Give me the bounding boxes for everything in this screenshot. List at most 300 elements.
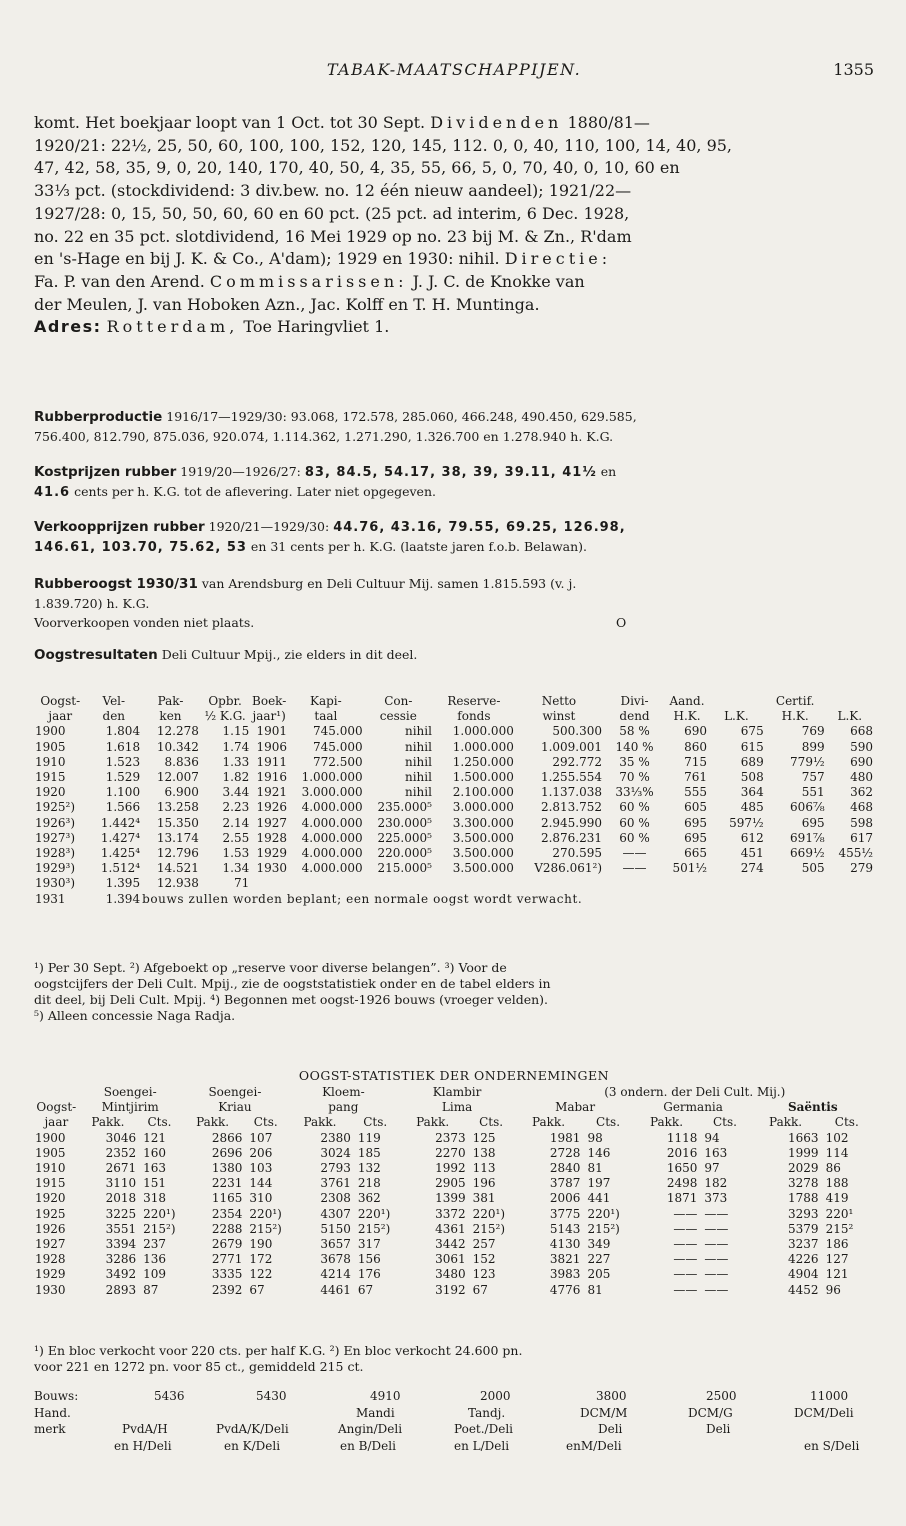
table-cell: 606⅞ bbox=[790, 800, 825, 815]
text-line: 33⅓ pct. (stockdividend: 3 div.bew. no. 12 één nieuw aandeel); 1921/22— bbox=[34, 181, 632, 201]
table-cell: 1930 bbox=[256, 861, 288, 876]
header-cell: Cts. bbox=[834, 1115, 859, 1130]
table-cell: 12.938 bbox=[156, 876, 199, 891]
table-cell: 146 bbox=[587, 1145, 611, 1160]
table-cell: 362 bbox=[357, 1191, 381, 1206]
table-cell: 60 % bbox=[619, 800, 650, 815]
table-cell: 2.55 bbox=[222, 830, 250, 845]
table-row bbox=[34, 800, 874, 815]
table-cell: 3.000.000 bbox=[301, 785, 363, 800]
header-cell: Cts. bbox=[479, 1115, 504, 1130]
header-cell: Pakk. bbox=[769, 1115, 803, 1130]
table-cell: 555 bbox=[684, 785, 708, 800]
table-row bbox=[34, 1267, 874, 1282]
table-cell: —— bbox=[673, 1206, 698, 1221]
table-cell: 4.000.000 bbox=[301, 800, 363, 815]
table-cell: 3657 bbox=[320, 1237, 351, 1252]
table-cell: 3.500.000 bbox=[452, 830, 514, 845]
table-cell: 2679 bbox=[211, 1237, 243, 1252]
table-row bbox=[34, 770, 874, 785]
header-cell bbox=[708, 694, 765, 709]
table-cell: 1900 bbox=[35, 1130, 66, 1145]
table-cell: 114 bbox=[825, 1145, 849, 1160]
table-cell: 8.836 bbox=[164, 754, 199, 769]
table-cell: 1901 bbox=[256, 724, 288, 739]
table-cell: 215²) bbox=[472, 1221, 506, 1236]
table-cell: 138 bbox=[472, 1145, 496, 1160]
table-cell: 33⅓% bbox=[615, 785, 654, 800]
table-row bbox=[34, 831, 874, 846]
table-cell: 58 % bbox=[619, 724, 650, 739]
table-cell: nihil bbox=[404, 785, 432, 800]
table-cell: 215.000⁵ bbox=[377, 861, 432, 876]
table-cell: 3442 bbox=[435, 1237, 466, 1252]
table-cell: 4.000.000 bbox=[301, 846, 363, 861]
table-cell: 3.44 bbox=[222, 785, 250, 800]
table-cell: 144 bbox=[249, 1176, 273, 1191]
table-cell: 12.007 bbox=[156, 770, 199, 785]
rubberproductie-label: Rubberproductie bbox=[34, 409, 163, 425]
table-cell: 215² bbox=[825, 1221, 854, 1236]
table-cell: 2288 bbox=[211, 1221, 243, 1236]
table-cell: 2.945.990 bbox=[540, 815, 603, 830]
table-cell: 237 bbox=[143, 1237, 167, 1252]
table-cell: 3775 bbox=[549, 1206, 581, 1221]
table-cell bbox=[364, 876, 433, 891]
table-cell: nihil bbox=[404, 770, 432, 785]
table-cell: 2.813.752 bbox=[540, 800, 603, 815]
table-cell: 4461 bbox=[320, 1282, 351, 1297]
table-cell: 1927³) bbox=[35, 830, 76, 845]
text-line: Fa. P. van den Arend. Commissarissen: J. J. C. de Knokke van bbox=[34, 271, 585, 291]
table-cell: 441 bbox=[587, 1191, 611, 1206]
table-cell: 220¹) bbox=[357, 1206, 391, 1221]
table-cell: —— bbox=[704, 1206, 729, 1221]
table-cell: 1.804 bbox=[105, 724, 141, 739]
table-cell: 122 bbox=[249, 1267, 273, 1282]
text-line: en 's-Hage en bij J. K. & Co., A'dam); 1929 en 1930: nihil. Directie: bbox=[34, 249, 612, 269]
table-cell: —— bbox=[673, 1237, 698, 1252]
table-row bbox=[34, 1207, 874, 1222]
table-cell: 508 bbox=[740, 770, 764, 785]
table-cell: —— bbox=[704, 1252, 729, 1267]
stat-footnotes: ¹) En bloc verkocht voor 220 cts. per half K.G. ²) En bloc verkocht 24.600 pn. voor 221 en 1272 pn. voor 85 ct., gemiddeld 215 ct. bbox=[34, 1343, 523, 1374]
table-cell: 485 bbox=[740, 800, 764, 815]
table-cell: 1921 bbox=[256, 785, 288, 800]
table-cell: 4361 bbox=[435, 1221, 466, 1236]
table-cell: 1999 bbox=[788, 1145, 819, 1160]
table-cell: 220.000⁵ bbox=[377, 846, 432, 861]
table-cell: 1992 bbox=[435, 1161, 466, 1176]
table-cell bbox=[765, 876, 826, 891]
table-cell: 163 bbox=[704, 1145, 728, 1160]
header-cell: Con- bbox=[384, 694, 413, 708]
table-cell: 4307 bbox=[320, 1206, 351, 1221]
table-cell: 2352 bbox=[105, 1145, 137, 1160]
table-cell: 3061 bbox=[435, 1252, 466, 1267]
table-cell: 1927 bbox=[35, 1237, 66, 1252]
table-cell: 317 bbox=[357, 1237, 381, 1252]
table-cell: 220¹) bbox=[249, 1206, 282, 1221]
table-cell: 1118 bbox=[666, 1130, 698, 1145]
table-cell: 3551 bbox=[105, 1221, 137, 1236]
table-cell bbox=[433, 876, 515, 891]
header-cell: Cts. bbox=[596, 1115, 621, 1130]
table-cell: 3024 bbox=[320, 1145, 351, 1160]
header-cell: L.K. bbox=[837, 709, 863, 724]
results-footnotes: ¹) Per 30 Sept. ²) Afgeboekt op „reserve voor diverse belangen”. ³) Voor de oogstcijfers der Deli Cult. Mpij., zie de oogststatistiek onder en de tabel elders in dit deel, bij Deli Cult. Mpij. ⁴) Begonnen met oogst-1926 bouws (vroeger velden). ⁵) Alleen concessie Naga Radja. bbox=[34, 960, 551, 1023]
verkoopprijzen-section: Verkoopprijzen rubber 1920/21—1929/30: 44.76, 43.16, 79.55, 69.25, 126.98, 146.61, 103.70, 75.62, 53 en 31 cents per h. K.G. (laatste jaren f.o.b. Belawan). bbox=[34, 519, 626, 555]
table-cell: 102 bbox=[825, 1130, 849, 1145]
table-cell: 215²) bbox=[357, 1221, 391, 1236]
table-cell: 2380 bbox=[320, 1130, 351, 1145]
table-cell: —— bbox=[673, 1221, 698, 1236]
text-line: no. 22 en 35 pct. slotdividend, 16 Mei 1929 op no. 23 bij M. & Zn., R'dam bbox=[34, 226, 632, 246]
table-cell: 2373 bbox=[435, 1130, 466, 1145]
oogstresultaten-section: Oogstresultaten Deli Cultuur Mpij., zie elders in dit deel. bbox=[34, 647, 418, 663]
bouws-value: 5430 bbox=[256, 1389, 287, 1403]
table-cell: 745.000 bbox=[313, 724, 363, 739]
table-cell: 1905 bbox=[35, 739, 66, 754]
table-cell: 2029 bbox=[788, 1161, 819, 1176]
table-cell: 3.000.000 bbox=[452, 800, 514, 815]
header-cell: jaar¹) bbox=[252, 709, 286, 724]
table-cell: 1.74 bbox=[222, 739, 250, 754]
table-cell: 3480 bbox=[435, 1267, 466, 1282]
table-cell: 274 bbox=[740, 861, 764, 876]
table-cell: 2671 bbox=[105, 1161, 137, 1176]
table-cell: 1930 bbox=[35, 1282, 66, 1297]
table-cell: 121 bbox=[143, 1130, 167, 1145]
table-cell: 2728 bbox=[549, 1145, 581, 1160]
table-cell: 127 bbox=[825, 1252, 849, 1267]
table-cell: 230.000⁵ bbox=[377, 815, 432, 830]
bouws-label: Bouws: bbox=[34, 1389, 79, 1403]
table-cell bbox=[288, 876, 364, 891]
header-cell: Boek- bbox=[252, 694, 287, 708]
table-cell: 4.000.000 bbox=[301, 815, 363, 830]
table-cell: 1.53 bbox=[222, 846, 250, 861]
table-cell: 318 bbox=[143, 1191, 167, 1206]
table-cell: 1.137.038 bbox=[540, 785, 603, 800]
table-cell bbox=[515, 876, 603, 891]
table-cell: 1900 bbox=[35, 724, 66, 739]
table-cell: 2392 bbox=[211, 1282, 243, 1297]
table-cell: 14.521 bbox=[156, 861, 199, 876]
table-row bbox=[34, 740, 874, 755]
table-cell: 455½ bbox=[838, 846, 873, 861]
table-cell: 2308 bbox=[320, 1191, 351, 1206]
table-cell: 1928³) bbox=[35, 846, 76, 861]
table-cell: 4214 bbox=[320, 1267, 351, 1282]
results-table bbox=[34, 694, 874, 907]
table-cell: 1.000.000 bbox=[301, 770, 363, 785]
table-cell: 4.000.000 bbox=[301, 861, 363, 876]
table-cell: —— bbox=[673, 1252, 698, 1267]
table-row bbox=[34, 1237, 874, 1252]
header-cell: ½ K.G. bbox=[204, 709, 246, 724]
header-cell: jaar bbox=[48, 709, 73, 724]
table-cell: 4130 bbox=[549, 1237, 581, 1252]
table-cell: 227 bbox=[587, 1252, 611, 1267]
table-cell: 270.595 bbox=[552, 846, 603, 861]
table-cell: 1929³) bbox=[35, 861, 76, 876]
kostprijzen-section: Kostprijzen rubber 1919/20—1926/27: 83, 84.5, 54.17, 38, 39, 39.11, 41½ en 41.6 cents per h. K.G. tot de aflevering. Later niet opgegeven. bbox=[34, 464, 617, 500]
table-cell: 1920 bbox=[35, 785, 66, 800]
table-cell: 689 bbox=[740, 754, 764, 769]
kostprijzen-label: Kostprijzen rubber bbox=[34, 464, 177, 480]
table-cell: 1.395 bbox=[105, 876, 141, 891]
table-cell: 3983 bbox=[549, 1267, 581, 1282]
table-cell: 2498 bbox=[666, 1176, 698, 1191]
rubberproductie-section: Rubberproductie 1916/17—1929/30: 93.068, 172.578, 285.060, 466.248, 490.450, 629.585, 756.400, 812.790, 875.036, 920.074, 1.114.362, 1.271.290, 1.326.700 en 1.278.940 h. K.G. bbox=[34, 409, 637, 444]
table-cell: 1930³) bbox=[35, 876, 76, 891]
header-cell: Pakk. bbox=[196, 1115, 230, 1130]
bouws-value: 11000 bbox=[810, 1389, 849, 1403]
table-cell: 779½ bbox=[790, 754, 825, 769]
table-cell: 615 bbox=[740, 739, 764, 754]
table-cell: 3787 bbox=[549, 1176, 581, 1191]
table-cell: 125 bbox=[472, 1130, 496, 1145]
table-cell: 103 bbox=[249, 1161, 273, 1176]
table-cell: 113 bbox=[472, 1161, 496, 1176]
table-cell: 690 bbox=[684, 724, 708, 739]
table-cell: 96 bbox=[825, 1282, 841, 1297]
table-row bbox=[34, 1252, 874, 1267]
table-cell: 152 bbox=[472, 1252, 496, 1267]
results-header-row bbox=[34, 694, 874, 709]
table-cell: 451 bbox=[740, 846, 764, 861]
table-cell: 695 bbox=[801, 815, 825, 830]
table-cell: 1906 bbox=[256, 739, 288, 754]
table-cell: 605 bbox=[684, 800, 708, 815]
table-cell: 551 bbox=[801, 785, 825, 800]
table-cell: 761 bbox=[684, 770, 708, 785]
table-cell: —— bbox=[673, 1267, 698, 1282]
table-cell: 98 bbox=[587, 1130, 603, 1145]
table-cell: 500.300 bbox=[552, 724, 603, 739]
table-cell: 1928 bbox=[256, 830, 288, 845]
table-cell: 4226 bbox=[788, 1252, 819, 1267]
table-cell: —— bbox=[704, 1221, 729, 1236]
table-cell: 3237 bbox=[788, 1237, 819, 1252]
running-header bbox=[34, 60, 874, 84]
table-cell: 132 bbox=[357, 1161, 381, 1176]
header-cell: Pakk. bbox=[91, 1115, 125, 1130]
table-cell: 3.300.000 bbox=[452, 815, 514, 830]
table-cell: 1911 bbox=[256, 754, 288, 769]
table-cell: 220¹) bbox=[587, 1206, 620, 1221]
table-cell: 71 bbox=[233, 876, 250, 891]
table-cell: 1910 bbox=[35, 754, 66, 769]
header-cell: cessie bbox=[379, 709, 417, 724]
table-cell bbox=[708, 876, 765, 891]
table-cell: 1981 bbox=[549, 1130, 581, 1145]
table-cell: 2.100.000 bbox=[452, 785, 514, 800]
table-cell: 1.250.000 bbox=[452, 754, 514, 769]
table-cell: 87 bbox=[143, 1282, 159, 1297]
table-cell: 220¹) bbox=[143, 1206, 176, 1221]
table-cell: 225.000⁵ bbox=[377, 830, 432, 845]
table-cell: 67 bbox=[472, 1282, 488, 1297]
table-cell: 1.100 bbox=[105, 785, 141, 800]
table-cell: 2.876.231 bbox=[540, 830, 603, 845]
table-cell: 2771 bbox=[211, 1252, 243, 1267]
header-cell: Cts. bbox=[712, 1115, 737, 1130]
table-cell: 690 bbox=[850, 754, 873, 769]
table-cell: 2006 bbox=[549, 1191, 581, 1206]
table-cell: 2016 bbox=[666, 1145, 698, 1160]
header-cell: Opbr. bbox=[208, 694, 242, 708]
table-cell: 3278 bbox=[788, 1176, 819, 1191]
table-cell: 86 bbox=[825, 1161, 841, 1176]
table-row bbox=[34, 846, 874, 861]
table-row bbox=[34, 724, 874, 739]
header-cell bbox=[826, 694, 874, 709]
table-cell: 2.14 bbox=[222, 815, 250, 830]
header-cell: Aand. bbox=[669, 694, 705, 708]
table-cell: 2270 bbox=[435, 1145, 466, 1160]
table-cell: 3286 bbox=[105, 1252, 137, 1267]
table-cell: 695 bbox=[684, 830, 708, 845]
header-cell: H.K. bbox=[673, 709, 701, 724]
table-cell: 215²) bbox=[143, 1221, 176, 1236]
table-cell: 1.009.001 bbox=[540, 739, 603, 754]
text-line: 1927/28: 0, 15, 50, 50, 60, 60 en 60 pct. (25 pct. ad interim, 6 Dec. 1928, bbox=[34, 203, 630, 223]
header-cell: Reserve- bbox=[447, 694, 501, 708]
header-cell: Pakk. bbox=[416, 1115, 450, 1130]
table-cell: 362 bbox=[850, 785, 873, 800]
table-cell: 3110 bbox=[105, 1176, 137, 1191]
table-cell: 597½ bbox=[729, 815, 764, 830]
header-cell: Kapi- bbox=[310, 694, 342, 708]
table-cell: 1915 bbox=[35, 1176, 66, 1191]
header-cell: Vel- bbox=[102, 694, 126, 708]
table-row bbox=[34, 785, 874, 800]
verkoopprijzen-label: Verkoopprijzen rubber bbox=[34, 519, 205, 535]
table-cell: 1.82 bbox=[222, 770, 250, 785]
table-cell: 1929 bbox=[256, 846, 288, 861]
table-cell: 107 bbox=[249, 1130, 273, 1145]
table-cell: 163 bbox=[143, 1161, 167, 1176]
table-row bbox=[34, 1131, 874, 1146]
table-cell: 349 bbox=[587, 1237, 611, 1252]
table-cell: 235.000⁵ bbox=[377, 800, 432, 815]
table-cell: —— bbox=[704, 1237, 729, 1252]
bouws-value: 2500 bbox=[706, 1389, 737, 1403]
table-cell: nihil bbox=[404, 739, 432, 754]
table-cell: 364 bbox=[740, 785, 764, 800]
table-cell: 745.000 bbox=[313, 739, 363, 754]
table-cell: 1663 bbox=[788, 1130, 819, 1145]
table-cell: 1.000.000 bbox=[452, 739, 514, 754]
table-cell: 140 % bbox=[615, 739, 654, 754]
table-cell: 123 bbox=[472, 1267, 496, 1282]
table-cell: 668 bbox=[850, 724, 873, 739]
bouws-value: 2000 bbox=[480, 1389, 511, 1403]
table-cell: 2793 bbox=[320, 1161, 351, 1176]
table-cell: 1871 bbox=[666, 1191, 698, 1206]
table-cell: 1905 bbox=[35, 1145, 66, 1160]
header-cell: Divi- bbox=[620, 694, 649, 708]
table-cell: 669½ bbox=[790, 846, 825, 861]
text-line: 47, 42, 58, 35, 9, 0, 20, 140, 170, 40, 50, 4, 35, 55, 66, 5, 0, 70, 40, 0, 10, 60 en bbox=[34, 158, 680, 178]
table-cell: 1650 bbox=[666, 1161, 698, 1176]
header-cell: L.K. bbox=[724, 709, 749, 724]
table-cell: 3192 bbox=[435, 1282, 466, 1297]
table-cell: 1.255.554 bbox=[540, 770, 603, 785]
table-row bbox=[34, 1146, 874, 1161]
table-cell: 1915 bbox=[35, 770, 66, 785]
table-cell: 94 bbox=[704, 1130, 720, 1145]
table-cell: nihil bbox=[404, 754, 432, 769]
table-cell: 67 bbox=[249, 1282, 265, 1297]
table-cell: 501½ bbox=[672, 861, 708, 876]
table-cell: 310 bbox=[249, 1191, 273, 1206]
header-cell: Cts. bbox=[363, 1115, 388, 1130]
table-cell: 257 bbox=[472, 1237, 496, 1252]
header-cell: Pak- bbox=[157, 694, 184, 708]
table-cell: 35 % bbox=[619, 754, 650, 769]
table-row bbox=[34, 755, 874, 770]
table-cell: 505 bbox=[801, 861, 825, 876]
table-cell: 2696 bbox=[211, 1145, 243, 1160]
adres-label: Adres: bbox=[34, 317, 102, 337]
stat-table-title: OOGST-STATISTIEK DER ONDERNEMINGEN bbox=[298, 1068, 610, 1083]
header-cell: Cts. bbox=[147, 1115, 172, 1130]
table-cell: 3.500.000 bbox=[452, 846, 514, 861]
stat-header-row: Oogst- Mintjirim Kriau pang Lima Mabar Germania Saëntis bbox=[36, 1100, 838, 1115]
table-cell: 3.500.000 bbox=[452, 861, 514, 876]
header-cell: winst bbox=[542, 709, 576, 724]
table-cell: 2893 bbox=[105, 1282, 137, 1297]
table-cell: 695 bbox=[684, 815, 708, 830]
text-line: 1920/21: 22½, 25, 50, 60, 100, 100, 152, 120, 145, 112. 0, 0, 40, 110, 100, 14, 40, 95, bbox=[34, 135, 733, 155]
table-cell: 480 bbox=[850, 770, 873, 785]
table-cell: 5143 bbox=[549, 1221, 581, 1236]
table-cell: 3761 bbox=[320, 1176, 351, 1191]
table-cell: 2231 bbox=[211, 1176, 243, 1191]
table-cell: 292.772 bbox=[552, 754, 603, 769]
table-cell: 1.529 bbox=[105, 770, 141, 785]
table-cell: 617 bbox=[850, 830, 873, 845]
table-cell: 1926 bbox=[256, 800, 288, 815]
oogstresultaten-label: Oogstresultaten bbox=[34, 647, 158, 663]
table-cell: 60 % bbox=[619, 830, 650, 845]
table-cell: 190 bbox=[249, 1237, 273, 1252]
header-cell: Certif. bbox=[775, 694, 815, 708]
table-cell: 205 bbox=[587, 1267, 611, 1282]
results-header-row bbox=[34, 709, 874, 724]
table-cell: 5379 bbox=[788, 1221, 819, 1236]
table-cell: 3225 bbox=[105, 1206, 137, 1221]
table-cell: —— bbox=[704, 1267, 729, 1282]
table-cell: 3492 bbox=[105, 1267, 137, 1282]
table-cell: 81 bbox=[587, 1282, 603, 1297]
table-cell: 185 bbox=[357, 1145, 381, 1160]
bouws-value: 4910 bbox=[370, 1389, 401, 1403]
table-row bbox=[34, 1191, 874, 1206]
address-line: Adres: Rotterdam, Toe Haringvliet 1. bbox=[34, 317, 390, 337]
table-cell: 60 % bbox=[619, 815, 650, 830]
table-row bbox=[34, 1176, 874, 1191]
table-cell: 4904 bbox=[788, 1267, 819, 1282]
table-cell: 109 bbox=[143, 1267, 167, 1282]
header-cell: dend bbox=[619, 709, 650, 724]
table-cell: 1926 bbox=[35, 1221, 66, 1236]
table-cell: 3046 bbox=[105, 1130, 137, 1145]
table-cell: 1927 bbox=[256, 815, 288, 830]
